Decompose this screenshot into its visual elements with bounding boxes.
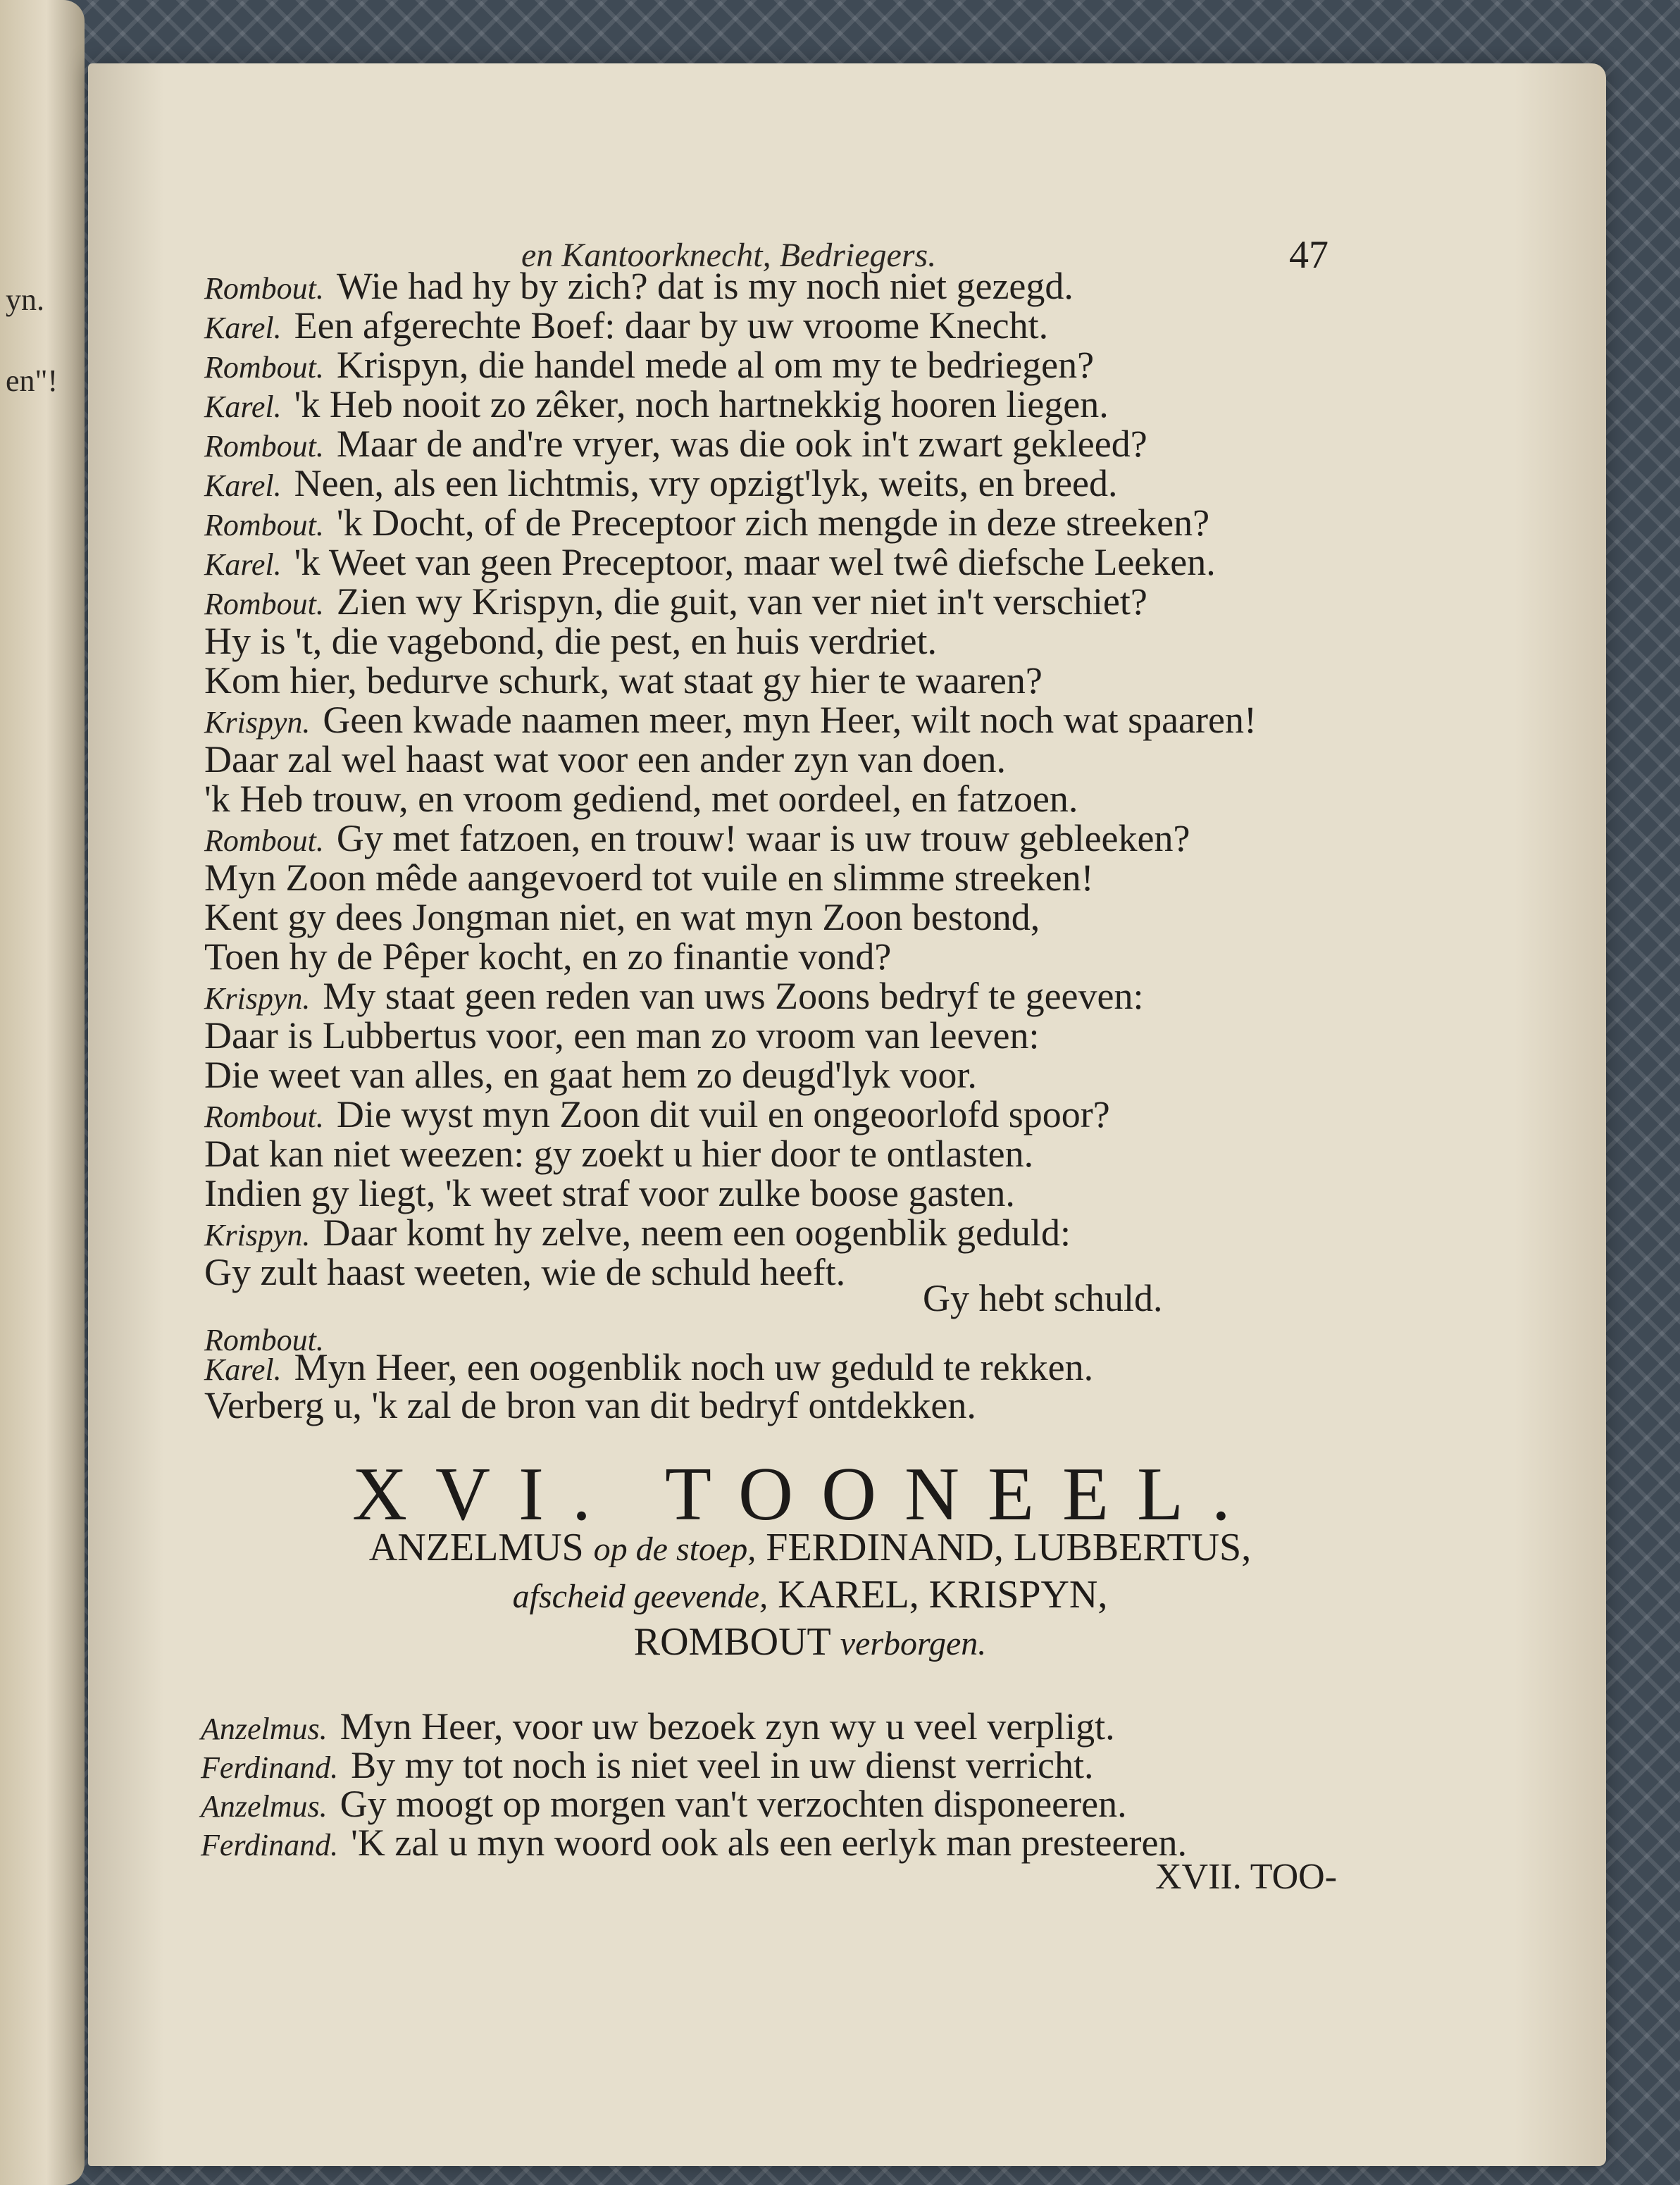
speaker-name: Rombout. (204, 1323, 324, 1357)
verse-text: 'k Heb nooit zo zêker, noch hartnekkig hooren liegen. (294, 383, 1109, 425)
verse-text: Indien gy liegt, 'k weet straf voor zulke boose gasten. (204, 1172, 1015, 1214)
speaker-name: Krispyn. (204, 1218, 311, 1252)
verse-line (204, 659, 1043, 702)
running-title: en Kantoorknecht, Bedriegers. (521, 237, 937, 274)
verse-text: Dat kan niet weezen: gy zoekt u hier door te ontlasten. (204, 1133, 1034, 1175)
left-page-fragment: en"! (6, 363, 58, 398)
verse-line (204, 304, 1048, 347)
verse-text: 'k Heb trouw, en vroom gediend, met oordeel, en fatzoen. (204, 778, 1078, 820)
verse-text: Verberg u, 'k zal de bron van dit bedryf ontdekken. (204, 1384, 976, 1426)
speaker-name: Karel. (204, 547, 282, 582)
cast-list-line (268, 1525, 1352, 1570)
verse-line (204, 895, 1040, 939)
verse-text: Daar komt hy zelve, neem een oogenblik geduld: (323, 1212, 1071, 1254)
speaker-name: Ferdinand. (201, 1750, 339, 1785)
verse-text: Maar de and're vryer, was die ook in't zwart gekleed? (336, 423, 1147, 465)
verse-text: Myn Zoon mêde aangevoerd tot vuile en slimme streeken! (204, 857, 1094, 899)
verse-line (204, 777, 1078, 821)
verse-text: My staat geen reden van uws Zoons bedryf te geeven: (323, 975, 1144, 1017)
verse-text: Kent gy dees Jongman niet, en wat myn Zoon bestond, (204, 896, 1040, 938)
stage-direction: op de stoep, (593, 1531, 757, 1568)
speaker-name: Krispyn. (204, 705, 311, 740)
verse-line (204, 540, 1216, 584)
verse-line (204, 856, 1094, 899)
speaker-name: Rombout. (204, 587, 324, 621)
verse-text: Myn Heer, voor uw bezoek zyn wy u veel verpligt. (340, 1705, 1115, 1748)
catchword: XVII. TOO- (1155, 1857, 1338, 1897)
verse-text: Gy zult haast weeten, wie de schuld heeft. (204, 1251, 846, 1293)
verse-line (204, 1053, 977, 1097)
verse-line (204, 501, 1209, 544)
verse-line (204, 1171, 1015, 1215)
cast-name: ANZELMUS (368, 1526, 584, 1569)
verse-line (204, 1383, 976, 1427)
left-page-fragment: yn. (6, 282, 44, 317)
split-line-speaker (204, 1316, 337, 1359)
speaker-name: Anzelmus. (201, 1712, 328, 1746)
verse-line (204, 461, 1118, 505)
verse-text: Gy moogt op morgen van't verzochten disponeeren. (340, 1783, 1127, 1825)
verse-text: Neen, als een lichtmis, vry opzigt'lyk, weits, en breed. (294, 462, 1118, 504)
verse-line (201, 1782, 1127, 1826)
verse-text: Gy met fatzoen, en trouw! waar is uw trouw gebleeken? (336, 817, 1190, 859)
verse-line (201, 1743, 1093, 1787)
speaker-name: Ferdinand. (201, 1828, 339, 1862)
verse-line (204, 1345, 1093, 1389)
verse-line (201, 1705, 1115, 1748)
speaker-name: Anzelmus. (201, 1789, 328, 1824)
speaker-name: Karel. (204, 1352, 282, 1387)
speaker-name: Rombout. (204, 350, 324, 385)
verse-text: 'k Weet van geen Preceptoor, maar wel twê diefsche Leeken. (294, 541, 1216, 583)
verse-line (204, 343, 1094, 387)
verse-line (204, 974, 1143, 1018)
verse-text: Een afgerechte Boef: daar by uw vroome Knecht. (294, 304, 1049, 347)
verse-line (204, 422, 1147, 466)
speaker-name: Krispyn. (204, 981, 311, 1016)
split-line-text: Gy hebt schuld. (923, 1277, 1163, 1319)
verse-line (204, 382, 1109, 426)
verse-line (201, 1821, 1187, 1865)
speaker-name: Rombout. (204, 271, 324, 306)
verse-text: 'k Docht, of de Preceptoor zich mengde in deze streeken? (336, 502, 1210, 544)
speaker-name: Rombout. (204, 508, 324, 542)
verse-line (204, 580, 1147, 623)
verse-text: Geen kwade naamen meer, myn Heer, wilt noch wat spaaren! (323, 699, 1257, 741)
verse-line (204, 1250, 845, 1294)
verse-text: Wie had hy by zich? dat is my noch niet gezegd. (336, 265, 1074, 307)
verse-text: Daar zal wel haast wat voor een ander zyn van doen. (204, 738, 1006, 780)
verse-text: Die wyst myn Zoon dit vuil en ongeoorlofd spoor? (336, 1093, 1110, 1135)
verse-line (204, 1132, 1033, 1176)
speaker-name: Karel. (204, 390, 282, 424)
verse-text: 'K zal u myn woord ook als een eerlyk man presteeren. (351, 1822, 1187, 1864)
speaker-name: Karel. (204, 468, 282, 503)
stage-direction: afscheid geevende, (512, 1578, 769, 1615)
speaker-name: Rombout. (204, 823, 324, 858)
verse-text: Myn Heer, een oogenblik noch uw geduld te rekken. (294, 1346, 1094, 1388)
verse-line (204, 619, 937, 663)
verse-text: Zien wy Krispyn, die guit, van ver niet in't verschiet? (336, 580, 1147, 623)
verse-line (204, 1014, 1039, 1057)
cast-name: ROMBOUT (633, 1620, 830, 1664)
verse-text: Kom hier, bedurve schurk, wat staat gy hier te waaren? (204, 659, 1043, 702)
verse-line (204, 1211, 1071, 1255)
verse-text: Toen hy de Pêper kocht, en zo finantie vond? (204, 935, 892, 978)
speaker-name: Rombout. (204, 429, 324, 463)
verse-line (204, 816, 1190, 860)
verse-text: By my tot noch is niet veel in uw dienst verricht. (351, 1744, 1094, 1786)
verse-line (204, 737, 1006, 781)
verse-line (204, 935, 891, 978)
speaker-name: Rombout. (204, 1100, 324, 1134)
cast-list-line (268, 1572, 1352, 1617)
stage-direction: verborgen. (840, 1625, 987, 1662)
verse-line (204, 698, 1257, 742)
speaker-name: Karel. (204, 311, 282, 345)
verse-text: Die weet van alles, en gaat hem zo deugd'lyk voor. (204, 1054, 977, 1096)
cast-name: FERDINAND, LUBBERTUS, (766, 1526, 1252, 1569)
verse-text: Krispyn, die handel mede al om my te bedriegen? (336, 344, 1095, 386)
left-page-edge (0, 0, 85, 2185)
cast-name: KAREL, KRISPYN, (778, 1573, 1108, 1617)
page-number: 47 (1289, 233, 1329, 277)
scene-title: XVI. TOONEEL. (352, 1452, 1259, 1536)
verse-line (204, 1092, 1110, 1136)
verse-line (204, 264, 1074, 308)
verse-text: Hy is 't, die vagebond, die pest, en huis verdriet. (204, 620, 938, 662)
verse-text: Daar is Lubbertus voor, een man zo vroom van leeven: (204, 1014, 1040, 1057)
cast-list-line (268, 1619, 1352, 1664)
